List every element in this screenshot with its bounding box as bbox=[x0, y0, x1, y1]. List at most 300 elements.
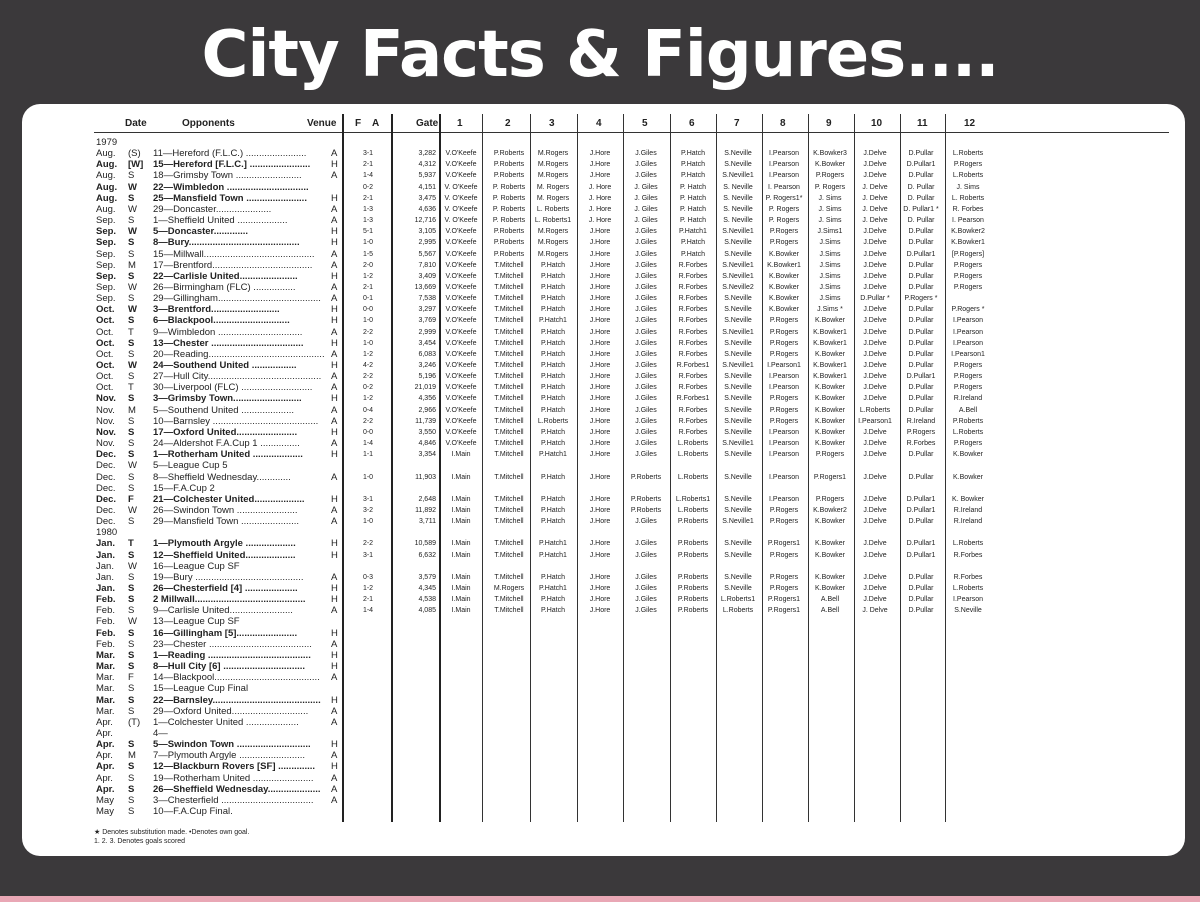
fixture-venue: H bbox=[331, 360, 338, 371]
fixture-month: Aug. bbox=[96, 192, 118, 204]
player-cell: S. Neville bbox=[723, 217, 753, 225]
fixture-month: Nov. bbox=[96, 426, 116, 438]
fixture-gate: 13,669 bbox=[414, 283, 436, 291]
fixture-day: S bbox=[128, 638, 135, 650]
fixture-score: 3-1 bbox=[362, 150, 374, 158]
player-cell: V.O'Keefe bbox=[445, 250, 477, 258]
player-cell: R.Forbes bbox=[678, 328, 708, 336]
player-cell: T.Mitchell bbox=[494, 339, 524, 347]
player-cell: J.Hore bbox=[589, 283, 611, 291]
player-cell: P.Rogers1 bbox=[767, 540, 801, 548]
player-cell: J.Delve bbox=[863, 384, 887, 392]
player-cell: P.Hatch bbox=[541, 350, 565, 358]
player-cell: J.Delve bbox=[863, 261, 887, 269]
player-cell: P.Rogers * bbox=[951, 306, 985, 314]
player-cell: L.Roberts1 bbox=[675, 495, 711, 503]
player-cell: I.Main bbox=[451, 473, 471, 481]
player-cell: J.Sims bbox=[819, 283, 841, 291]
player-cell: K.Bowker bbox=[815, 573, 845, 581]
player-cell: J. Delve bbox=[862, 607, 888, 615]
player-cell: D.Pullar bbox=[908, 283, 934, 291]
fixture-row bbox=[22, 650, 1185, 661]
fixture-month: Dec. bbox=[96, 493, 117, 505]
fixture-venue: H bbox=[331, 761, 338, 773]
player-cell: P.Rogers1 bbox=[813, 473, 847, 481]
fixture-month: Jan. bbox=[96, 571, 114, 583]
fixture-day: S bbox=[128, 393, 135, 405]
player-cell: J.Delve bbox=[863, 362, 887, 369]
player-cell: P.Roberts bbox=[493, 161, 525, 169]
fixture-month: Jan. bbox=[96, 583, 116, 594]
player-cell: P.Hatch1 bbox=[539, 317, 567, 325]
player-cell: D.Pullar bbox=[908, 317, 934, 325]
fixture-score: 2-2 bbox=[362, 328, 374, 336]
fixture-row bbox=[22, 204, 1185, 215]
player-cell: J.Giles bbox=[635, 395, 657, 403]
player-cell: I.Pearson bbox=[769, 473, 799, 481]
player-cell: P.Rogers bbox=[953, 161, 983, 169]
fixture-venue: A bbox=[331, 783, 338, 795]
player-cell: D.Pullar bbox=[908, 306, 934, 314]
player-cell: D.Pullar bbox=[908, 607, 934, 615]
player-cell: V.O'Keefe bbox=[445, 295, 477, 303]
fixture-month: Oct. bbox=[96, 326, 114, 338]
player-cell: M.Rogers bbox=[537, 150, 569, 158]
fixture-month: Apr. bbox=[96, 750, 113, 762]
player-cell: P.Rogers bbox=[953, 272, 983, 280]
player-cell: D.Pullar1 bbox=[906, 250, 936, 258]
player-cell: L.Roberts1 bbox=[720, 596, 756, 604]
player-cell: K.Bowker1 bbox=[813, 373, 847, 381]
fixture-gate: 2,995 bbox=[418, 239, 436, 247]
player-cell: M.Rogers bbox=[537, 239, 569, 247]
fixture-score: 1-0 bbox=[362, 473, 374, 481]
fixture-row bbox=[22, 483, 1185, 494]
fixture-venue: H bbox=[331, 237, 338, 249]
player-cell: P.Rogers bbox=[906, 428, 936, 436]
player-cell: S.Neville bbox=[724, 339, 752, 347]
fixture-month: Oct. bbox=[96, 360, 115, 371]
player-cell: R.Forbes bbox=[678, 283, 708, 291]
player-cell: J.Hore bbox=[589, 540, 611, 548]
fixture-opponent: 17—Brentford...................................... bbox=[153, 259, 313, 271]
player-cell: P.Rogers bbox=[769, 239, 799, 247]
player-cell: I.Pearson bbox=[953, 328, 983, 336]
player-cell: J.Giles bbox=[635, 440, 657, 448]
fixture-row bbox=[22, 695, 1185, 706]
player-cell: J.Giles bbox=[635, 172, 657, 180]
player-cell: J.Delve bbox=[863, 306, 887, 314]
player-cell: J.Hore bbox=[589, 495, 611, 503]
player-cell: J.Hore bbox=[589, 172, 611, 180]
fixture-month: May bbox=[96, 806, 114, 817]
fixture-opponent: 19—Bury ......................................... bbox=[153, 571, 304, 583]
fixture-gate: 4,846 bbox=[418, 440, 436, 448]
fixture-month: Apr. bbox=[96, 761, 115, 773]
player-cell: D.Pullar bbox=[908, 518, 934, 526]
fixture-row bbox=[22, 773, 1185, 784]
fixture-row bbox=[22, 538, 1185, 549]
player-cell: I.Main bbox=[451, 585, 471, 592]
player-cell: T.Mitchell bbox=[494, 473, 524, 481]
player-cell: J.Hore bbox=[589, 406, 611, 414]
player-cell: P.Rogers1 bbox=[767, 607, 801, 615]
fixture-opponent: 8—Bury.......................................... bbox=[153, 237, 300, 249]
fixture-month: Mar. bbox=[96, 705, 115, 717]
player-cell: T.Mitchell bbox=[494, 518, 524, 526]
player-cell: V.O'Keefe bbox=[445, 440, 477, 448]
player-cell: K.Bowker bbox=[953, 451, 983, 459]
player-cell: J.Delve bbox=[863, 283, 887, 291]
player-cell: D.Pullar bbox=[908, 395, 934, 403]
player-cell: I. Pearson bbox=[768, 183, 800, 191]
fixture-day: S bbox=[128, 772, 135, 784]
player-cell: J.Delve bbox=[863, 585, 887, 592]
fixture-opponent: 15—Hereford [F.L.C.] ....................... bbox=[153, 159, 311, 171]
player-cell: D.Pullar bbox=[908, 150, 934, 158]
player-cell: P.Hatch bbox=[541, 607, 565, 615]
fixture-venue: A bbox=[331, 382, 338, 394]
player-cell: J.Giles bbox=[635, 596, 657, 604]
fixture-gate: 4,085 bbox=[418, 607, 436, 615]
player-cell: S.Neville bbox=[724, 540, 752, 548]
player-cell: J.Giles bbox=[635, 295, 657, 303]
fixture-row bbox=[22, 516, 1185, 527]
fixture-month: Apr. bbox=[96, 727, 113, 739]
fixture-gate: 7,810 bbox=[418, 261, 436, 269]
player-cell: J. Hore bbox=[588, 194, 612, 202]
player-cell: P. Rogers1* bbox=[765, 194, 803, 202]
player-cell: J.Hore bbox=[589, 506, 611, 514]
player-cell: V.O'Keefe bbox=[445, 161, 477, 169]
player-cell: K.Bowker bbox=[769, 306, 799, 314]
player-cell: T.Mitchell bbox=[494, 451, 524, 459]
fixture-row bbox=[22, 527, 1185, 538]
header-player-col: 11 bbox=[917, 118, 928, 129]
fixture-month: Apr. bbox=[96, 716, 113, 728]
fixture-venue: A bbox=[331, 638, 338, 650]
fixture-gate: 10,589 bbox=[414, 540, 436, 548]
player-cell: L.Roberts bbox=[677, 506, 709, 514]
fixture-opponent: 8—Hull City [6] ............................... bbox=[153, 661, 306, 673]
player-cell: P. Roberts bbox=[492, 217, 526, 225]
player-cell: J. Giles bbox=[634, 205, 658, 213]
fixture-month: Aug. bbox=[96, 203, 116, 215]
fixture-opponent: 16—Gillingham [5]....................... bbox=[153, 627, 298, 639]
player-cell: I.Main bbox=[451, 451, 471, 459]
fixture-day: S bbox=[128, 571, 135, 583]
player-cell: T.Mitchell bbox=[494, 328, 524, 336]
fixture-opponent: 25—Mansfield Town ....................... bbox=[153, 192, 307, 204]
player-cell: D.Pullar bbox=[908, 406, 934, 414]
fixture-score: 1-0 bbox=[362, 518, 374, 526]
fixture-day: W bbox=[128, 181, 137, 193]
player-cell: J.Hore bbox=[589, 395, 611, 403]
fixture-row bbox=[22, 761, 1185, 772]
player-cell: J.Delve bbox=[863, 451, 887, 459]
fixture-month: Mar. bbox=[96, 683, 115, 695]
player-cell: V.O'Keefe bbox=[445, 228, 477, 236]
fixture-row bbox=[22, 594, 1185, 605]
fixture-opponent: 10—Barnsley ........................................ bbox=[153, 415, 319, 427]
fixture-month: Sep. bbox=[96, 215, 116, 227]
fixture-month: Dec. bbox=[96, 460, 116, 472]
player-cell: P.Hatch1 bbox=[539, 540, 567, 548]
player-cell: J.Hore bbox=[589, 228, 611, 236]
player-cell: J.Delve bbox=[863, 540, 887, 548]
fixture-day: S bbox=[128, 583, 135, 594]
fixture-day: S bbox=[128, 549, 135, 561]
fixture-month: May bbox=[96, 794, 114, 806]
player-cell: M.Rogers bbox=[537, 161, 569, 169]
fixture-venue: A bbox=[331, 404, 338, 416]
player-cell: P.Roberts bbox=[677, 585, 709, 592]
player-cell: I.Pearson bbox=[769, 373, 799, 381]
player-cell: P.Rogers bbox=[769, 573, 799, 581]
player-cell: D.Pullar bbox=[908, 261, 934, 269]
player-cell: S.Neville bbox=[724, 373, 752, 381]
player-cell: P.Hatch bbox=[681, 239, 705, 247]
player-cell: V.O'Keefe bbox=[445, 395, 477, 403]
player-cell: R.Forbes1 bbox=[676, 395, 710, 403]
fixture-opponent: 6—Blackpool............................. bbox=[153, 315, 290, 327]
fixture-opponent: 22—Wimbledon ............................... bbox=[153, 181, 309, 193]
player-cell: J.Delve bbox=[863, 506, 887, 514]
player-cell: V.O'Keefe bbox=[445, 172, 477, 180]
header-a: A bbox=[372, 118, 380, 129]
player-cell: P.Hatch bbox=[541, 395, 565, 403]
player-cell: M. Rogers bbox=[536, 194, 570, 202]
fixture-venue: H bbox=[331, 304, 338, 316]
player-cell: V.O'Keefe bbox=[445, 283, 477, 291]
player-cell: L. Roberts bbox=[536, 205, 570, 213]
fixture-score: 1-5 bbox=[362, 250, 374, 258]
player-cell: P.Roberts bbox=[952, 417, 984, 425]
fixture-opponent: 1—Sheffield United ................... bbox=[153, 215, 288, 227]
player-cell: J.Giles bbox=[635, 161, 657, 169]
fixture-row bbox=[22, 683, 1185, 694]
fixture-day: W bbox=[128, 460, 137, 472]
fixture-row bbox=[22, 572, 1185, 583]
player-cell: P.Rogers bbox=[769, 417, 799, 425]
fixture-day: S bbox=[128, 471, 135, 483]
player-cell: J.Delve bbox=[863, 596, 887, 604]
fixture-opponent: 27—Hull City........................................... bbox=[153, 371, 322, 383]
fixture-row bbox=[22, 416, 1185, 427]
fixture-opponent: 9—Carlisle United........................ bbox=[153, 605, 293, 617]
player-cell: P.Rogers bbox=[815, 451, 845, 459]
player-cell: K.Bowker bbox=[815, 395, 845, 403]
player-cell: J.Sims bbox=[819, 239, 841, 247]
player-cell: P.Roberts bbox=[630, 473, 662, 481]
player-cell: P.Hatch bbox=[541, 306, 565, 314]
fixture-venue: H bbox=[331, 661, 338, 673]
fixture-venue: A bbox=[331, 672, 338, 684]
fixture-row bbox=[22, 460, 1185, 471]
player-cell: D.Pullar1 bbox=[906, 373, 936, 381]
fixture-score: 1-0 bbox=[362, 239, 374, 247]
fixture-day: F bbox=[128, 493, 134, 505]
player-cell: P.Hatch bbox=[681, 161, 705, 169]
player-cell: J.Sims1 bbox=[817, 228, 843, 236]
player-cell: T.Mitchell bbox=[494, 428, 524, 436]
player-cell: J. Delve bbox=[862, 217, 888, 225]
player-cell: I.Pearson1 bbox=[858, 417, 892, 425]
player-cell: J.Hore bbox=[589, 362, 611, 369]
player-cell: J. Hore bbox=[588, 183, 612, 191]
fixture-day: S bbox=[128, 449, 135, 461]
player-cell: K.Bowker bbox=[815, 406, 845, 414]
player-cell: J.Delve bbox=[863, 428, 887, 436]
player-cell: T.Mitchell bbox=[494, 272, 524, 280]
fixture-gate: 3,711 bbox=[419, 518, 436, 526]
fixture-month: Mar. bbox=[96, 672, 115, 684]
player-cell: J.Giles bbox=[635, 317, 657, 325]
player-cell: D.Pullar bbox=[908, 272, 934, 280]
header-venue: Venue bbox=[307, 118, 337, 129]
player-cell: P.Roberts bbox=[630, 495, 662, 503]
player-cell: R.Forbes bbox=[953, 551, 983, 559]
player-cell: D. Pullar bbox=[907, 217, 935, 225]
player-cell: P.Hatch bbox=[541, 518, 565, 526]
fixture-opponent: 5—League Cup 5 bbox=[153, 460, 228, 472]
player-cell: T.Mitchell bbox=[494, 283, 524, 291]
player-cell: I.Pearson bbox=[769, 451, 799, 459]
player-cell: P.Hatch1 bbox=[679, 228, 707, 236]
player-cell: T.Mitchell bbox=[494, 306, 524, 314]
player-cell: J.Delve bbox=[863, 339, 887, 347]
player-cell: P.Rogers bbox=[769, 585, 799, 592]
player-cell: P.Rogers1 bbox=[767, 596, 801, 604]
player-cell: K. Bowker bbox=[952, 495, 984, 503]
player-cell: R.Forbes bbox=[678, 306, 708, 314]
fixture-opponent: 14—Blackpool........................................ bbox=[153, 672, 320, 684]
player-cell: J.Hore bbox=[589, 317, 611, 325]
player-cell: P.Hatch bbox=[541, 339, 565, 347]
player-cell: J. Giles bbox=[634, 217, 658, 225]
fixture-day: S bbox=[128, 215, 135, 227]
player-cell: S.Neville1 bbox=[722, 328, 754, 336]
player-cell: K.Bowker1 bbox=[813, 362, 847, 369]
player-cell: J.Delve bbox=[863, 573, 887, 581]
player-cell: S.Neville bbox=[724, 161, 752, 169]
player-cell: T.Mitchell bbox=[494, 261, 524, 269]
fixture-row bbox=[22, 360, 1185, 371]
player-cell: P.Rogers bbox=[769, 506, 799, 514]
fixture-opponent: 9—Wimbledon ................................ bbox=[153, 326, 303, 338]
fixture-score: 1-3 bbox=[362, 217, 374, 225]
fixture-venue: A bbox=[331, 571, 338, 583]
player-cell: R.Forbes bbox=[678, 406, 708, 414]
player-cell: V. O'Keefe bbox=[444, 194, 478, 202]
fixture-day: S bbox=[128, 371, 135, 383]
player-cell: J.Giles bbox=[635, 573, 657, 581]
fixture-score: 1-1 bbox=[362, 451, 374, 459]
player-cell: R. Forbes bbox=[952, 205, 984, 213]
fixture-row bbox=[22, 193, 1185, 204]
player-cell: P.Rogers bbox=[815, 495, 845, 503]
player-cell: P.Hatch bbox=[541, 362, 565, 369]
player-cell: P.Hatch bbox=[541, 261, 565, 269]
player-cell: V.O'Keefe bbox=[445, 339, 477, 347]
fixture-row bbox=[22, 260, 1185, 271]
fixture-row bbox=[22, 304, 1185, 315]
fixture-venue: A bbox=[331, 750, 338, 762]
player-cell: I.Pearson bbox=[769, 428, 799, 436]
fixture-venue: A bbox=[331, 259, 338, 271]
player-cell: V.O'Keefe bbox=[445, 150, 477, 158]
player-cell: J.Giles bbox=[635, 261, 657, 269]
fixture-gate: 3,354 bbox=[418, 451, 436, 459]
player-cell: L. Roberts bbox=[951, 194, 985, 202]
fixture-gate: 3,475 bbox=[418, 194, 436, 202]
fixture-row bbox=[22, 728, 1185, 739]
player-cell: S.Neville1 bbox=[722, 440, 754, 448]
player-cell: T.Mitchell bbox=[494, 406, 524, 414]
player-cell: J.Giles bbox=[635, 306, 657, 314]
player-cell: P.Roberts bbox=[677, 551, 709, 559]
player-cell: D. Pullar bbox=[907, 183, 935, 191]
fixture-score: 2-2 bbox=[362, 373, 374, 381]
player-cell: P. Hatch bbox=[680, 183, 706, 191]
player-cell: D.Pullar bbox=[908, 339, 934, 347]
fixture-venue: A bbox=[331, 293, 338, 305]
fixture-opponent: 29—Oxford United............................. bbox=[153, 705, 309, 717]
player-cell: J. Delve bbox=[862, 194, 888, 202]
fixture-opponent: 15—F.A.Cup 2 bbox=[153, 482, 215, 494]
fixture-month: Oct. bbox=[96, 348, 114, 360]
player-cell: V.O'Keefe bbox=[445, 373, 477, 381]
player-cell: I.Main bbox=[451, 506, 471, 514]
player-cell: T.Mitchell bbox=[494, 551, 524, 559]
fixture-month: Feb. bbox=[96, 616, 116, 628]
player-cell: V.O'Keefe bbox=[445, 239, 477, 247]
bottom-strip bbox=[0, 896, 1200, 902]
fixture-month: Aug. bbox=[96, 148, 116, 160]
player-cell: S.Neville1 bbox=[722, 518, 754, 526]
player-cell: J.Delve bbox=[863, 473, 887, 481]
fixture-venue: H bbox=[331, 627, 338, 639]
fixture-opponent: 13—League Cup SF bbox=[153, 616, 240, 628]
player-cell: P.Roberts bbox=[677, 540, 709, 548]
header-player-col: 9 bbox=[826, 118, 832, 129]
fixture-opponent: 1—Colchester United .................... bbox=[153, 716, 299, 728]
player-cell: S.Neville bbox=[724, 417, 752, 425]
fixture-gate: 7,538 bbox=[418, 295, 436, 303]
player-cell: S.Neville bbox=[724, 451, 752, 459]
fixture-opponent: 2 Millwall.......................................... bbox=[153, 594, 306, 606]
fixture-month: Sep. bbox=[96, 293, 116, 305]
fixture-gate: 5,937 bbox=[418, 172, 436, 180]
fixture-row bbox=[22, 226, 1185, 237]
fixture-score: 1-2 bbox=[362, 585, 374, 592]
player-cell: J.Hore bbox=[589, 261, 611, 269]
player-cell: D.Pullar1 bbox=[906, 506, 936, 514]
fixture-venue: A bbox=[331, 772, 338, 784]
player-cell: P.Rogers bbox=[769, 339, 799, 347]
fixture-row bbox=[22, 505, 1185, 516]
fixture-gate: 5,196 bbox=[418, 373, 436, 381]
fixture-row bbox=[22, 338, 1185, 349]
player-cell: K.Bowker2 bbox=[951, 228, 985, 236]
fixture-venue: H bbox=[331, 538, 338, 550]
player-cell: I.Main bbox=[451, 518, 471, 526]
fixture-row bbox=[22, 182, 1185, 193]
player-cell: I.Pearson bbox=[769, 150, 799, 158]
player-cell: P.Hatch1 bbox=[539, 551, 567, 559]
player-cell: P. Rogers bbox=[814, 183, 846, 191]
player-cell: K.Bowker bbox=[815, 317, 845, 325]
